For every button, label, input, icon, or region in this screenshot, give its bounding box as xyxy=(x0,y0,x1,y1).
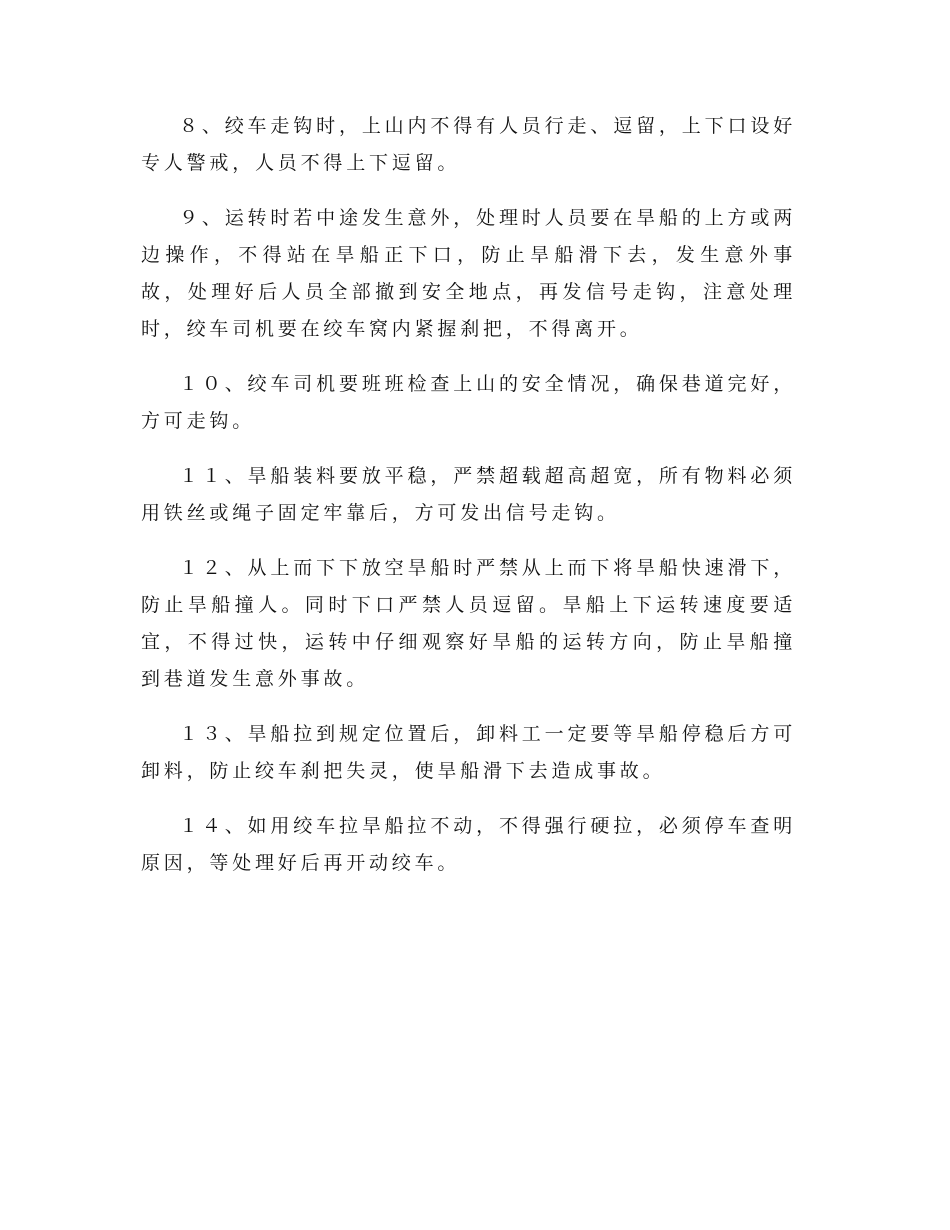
paragraph-item-12: １２、从上而下下放空旱船时严禁从上而下将旱船快速滑下，防止旱船撞人。同时下口严禁人员逗留。旱船上下运转速度要适宜，不得过快，运转中仔细观察好旱船的运转方向，防止旱船撞到巷道发生意外事故。 xyxy=(141,557,796,690)
paragraph-item-13: １３、旱船拉到规定位置后，卸料工一定要等旱船停稳后方可卸料，防止绞车刹把失灵，使旱船滑下去造成事故。 xyxy=(141,723,796,782)
paragraph-item-11: １１、旱船装料要放平稳，严禁超载超高超宽，所有物料必须用铁丝或绳子固定牢靠后，方可发出信号走钩。 xyxy=(141,465,796,524)
paragraph-item-14: １４、如用绞车拉旱船拉不动，不得强行硬拉，必须停车查明原因，等处理好后再开动绞车。 xyxy=(141,815,796,874)
paragraph-item-8: ８、绞车走钩时，上山内不得有人员行走、逗留，上下口设好专人警戒，人员不得上下逗留。 xyxy=(141,115,796,174)
paragraph-item-10: １０、绞车司机要班班检查上山的安全情况，确保巷道完好，方可走钩。 xyxy=(141,373,796,432)
document-body xyxy=(141,108,796,900)
paragraph-item-9: ９、运转时若中途发生意外，处理时人员要在旱船的上方或两边操作，不得站在旱船正下口，防止旱船滑下去，发生意外事故，处理好后人员全部撤到安全地点，再发信号走钩，注意处理时，绞车司机要在绞车窝内紧握刹把，不得离开。 xyxy=(141,207,796,340)
